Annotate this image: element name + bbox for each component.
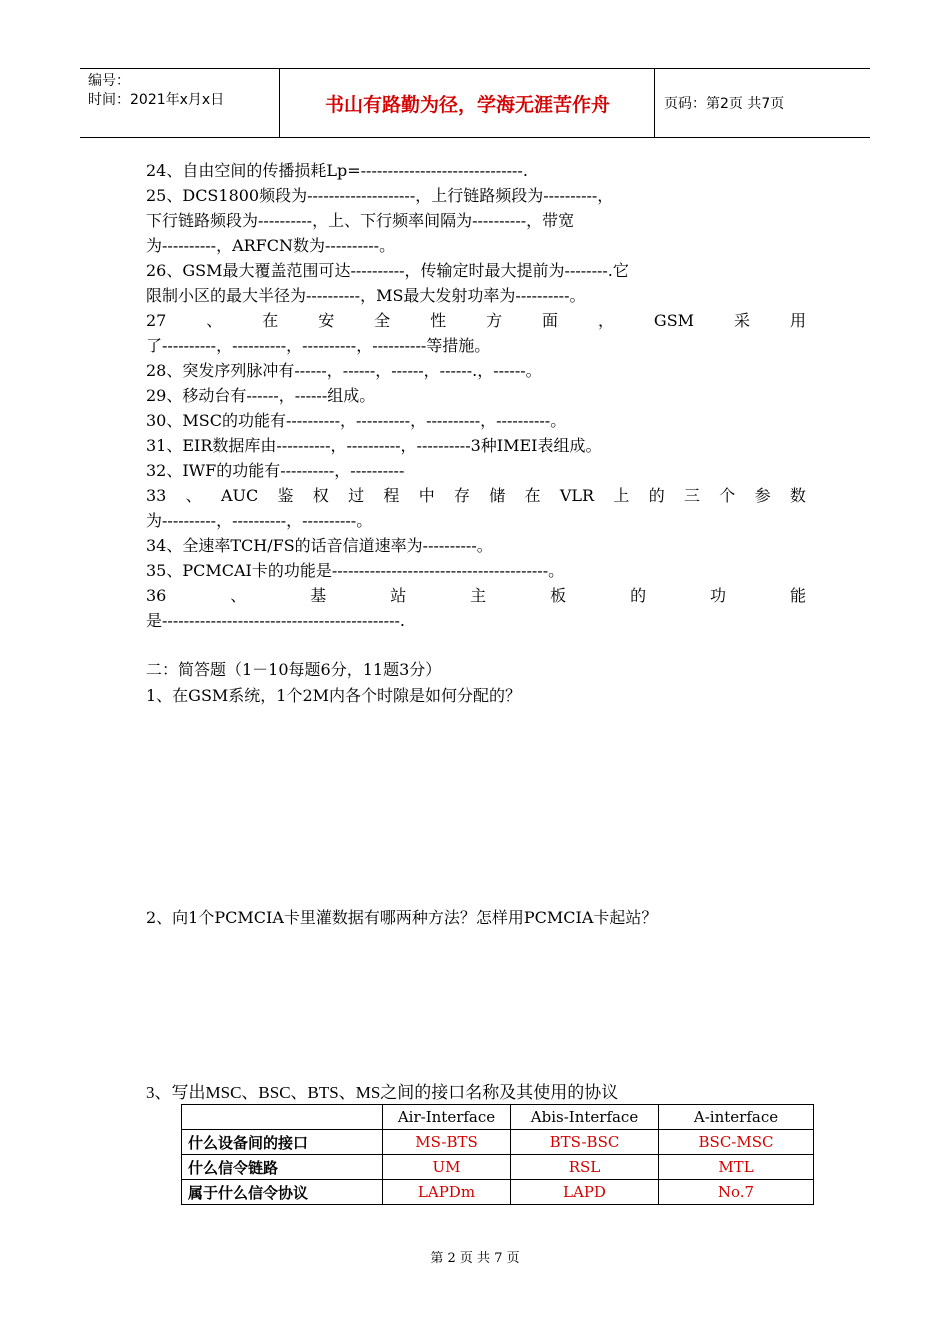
q33-part: 三	[683, 486, 700, 505]
short-answer-q2: 2、向1个PCMCIA卡里灌数据有哪两种方法？怎样用PCMCIA卡起站？	[146, 908, 658, 927]
question-27-line2: 了----------，----------，----------，----------等措施。	[146, 336, 491, 355]
question-32: 32、IWF的功能有----------，----------	[146, 461, 405, 480]
number-label: 编号：	[88, 73, 130, 89]
question-24: 24、自由空间的传播损耗Lp=------------------------------.	[146, 161, 528, 180]
question-28: 28、突发序列脉冲有------，------，------，------.，------。	[146, 361, 542, 380]
q27-part: ，	[597, 311, 614, 330]
q27-part: 方	[486, 311, 503, 330]
q36-part: 基	[310, 586, 327, 605]
table-cell: RSL	[511, 1155, 659, 1180]
q36-part: 站	[390, 586, 407, 605]
q27-part: 全	[374, 311, 391, 330]
q33-part: 、	[185, 486, 202, 505]
table-cell: No.7	[659, 1180, 814, 1205]
table-cell: BSC-MSC	[659, 1130, 814, 1155]
page-footer: 第 2 页 共 7 页	[430, 1251, 520, 1266]
table-row	[182, 1180, 814, 1205]
q36-part: 、	[230, 586, 247, 605]
q33-part: 储	[489, 486, 506, 505]
question-36-line2: 是--------------------------------------------.	[146, 611, 405, 630]
q27-part: 在	[262, 311, 279, 330]
question-35: 35、PCMCAI卡的功能是----------------------------------------。	[146, 561, 565, 580]
question-25-line2: 下行链路频段为----------，上、下行频率间隔为----------，带宽	[146, 211, 575, 230]
question-29: 29、移动台有------，------组成。	[146, 386, 376, 405]
q36-part: 板	[550, 586, 567, 605]
q27-part: GSM	[653, 311, 695, 330]
table-row-label: 属于什么信令协议	[182, 1180, 383, 1205]
q33-part: 在	[524, 486, 541, 505]
question-26-line2: 限制小区的最大半径为----------，MS最大发射功率为----------。	[146, 286, 586, 305]
question-30: 30、MSC的功能有----------，----------，----------，----------。	[146, 411, 567, 430]
q27-part: 安	[318, 311, 335, 330]
table-cell: MTL	[659, 1155, 814, 1180]
q36-part: 36	[146, 586, 167, 605]
question-31: 31、EIR数据库由----------，----------，----------3种IMEI表组成。	[146, 436, 602, 455]
q27-part: 采	[733, 311, 750, 330]
question-25-line1: 25、DCS1800频段为--------------------，上行链路频段为----------，	[146, 186, 614, 205]
q33-part: 程	[383, 486, 400, 505]
header-meta	[80, 69, 280, 137]
q33-part: 存	[453, 486, 470, 505]
table-header-cell: Abis-Interface	[511, 1105, 659, 1130]
table-row	[182, 1155, 814, 1180]
header-page-info: 页码：第2页 共7页	[664, 96, 785, 112]
time-label: 时间：2021年x月x日	[88, 92, 225, 108]
table-row	[182, 1130, 814, 1155]
q33-part: 的	[648, 486, 665, 505]
q33-part: 权	[312, 486, 329, 505]
page-header	[80, 68, 870, 138]
question-33-line1	[146, 483, 806, 508]
q33-part: VLR	[559, 486, 595, 505]
q36-part: 的	[630, 586, 647, 605]
q33-part: 个	[719, 486, 736, 505]
section-2-title: 二：简答题（1－10每题6分，11题3分）	[146, 660, 442, 679]
fill-in-questions	[146, 158, 806, 633]
q36-part: 主	[470, 586, 487, 605]
q33-part: 参	[754, 486, 771, 505]
q33-part: 鉴	[277, 486, 294, 505]
table-header-cell: A-interface	[659, 1105, 814, 1130]
short-answer-q1: 1、在GSM系统，1个2M内各个时隙是如何分配的？	[146, 686, 522, 705]
interface-protocol-table	[181, 1104, 814, 1205]
q27-part: 性	[430, 311, 447, 330]
question-26-line1: 26、GSM最大覆盖范围可达----------，传输定时最大提前为--------.它	[146, 261, 629, 280]
question-33-line2: 为----------，----------，----------。	[146, 511, 373, 530]
q33-part: 33	[146, 486, 167, 505]
question-25-line3: 为----------，ARFCN数为----------。	[146, 236, 396, 255]
table-cell: LAPD	[511, 1180, 659, 1205]
q27-part: 面	[542, 311, 559, 330]
q33-part: 上	[613, 486, 630, 505]
q33-part: AUC	[220, 486, 259, 505]
table-row-label: 什么信令链路	[182, 1155, 383, 1180]
question-36-line1	[146, 583, 806, 608]
q33-part: 过	[348, 486, 365, 505]
q36-part: 功	[710, 586, 727, 605]
table-cell: MS-BTS	[383, 1130, 511, 1155]
table-header-cell: Air-Interface	[383, 1105, 511, 1130]
table-row-label: 什么设备间的接口	[182, 1130, 383, 1155]
q36-part: 能	[789, 586, 806, 605]
table-cell: UM	[383, 1155, 511, 1180]
question-27-line1	[146, 308, 806, 333]
short-answer-q3: 3、写出MSC、BSC、BTS、MS之间的接口名称及其使用的协议	[146, 1083, 619, 1102]
q27-part: 用	[789, 311, 806, 330]
question-34: 34、全速率TCH/FS的话音信道速率为----------。	[146, 536, 493, 555]
header-motto: 书山有路勤为径，学海无涯苦作舟	[281, 69, 655, 137]
q27-part: 、	[206, 311, 223, 330]
table-header-cell	[182, 1105, 383, 1130]
table-header-row	[182, 1105, 814, 1130]
table-cell: LAPDm	[383, 1180, 511, 1205]
table-cell: BTS-BSC	[511, 1130, 659, 1155]
q33-part: 中	[418, 486, 435, 505]
q27-part: 27	[146, 311, 167, 330]
q33-part: 数	[789, 486, 806, 505]
